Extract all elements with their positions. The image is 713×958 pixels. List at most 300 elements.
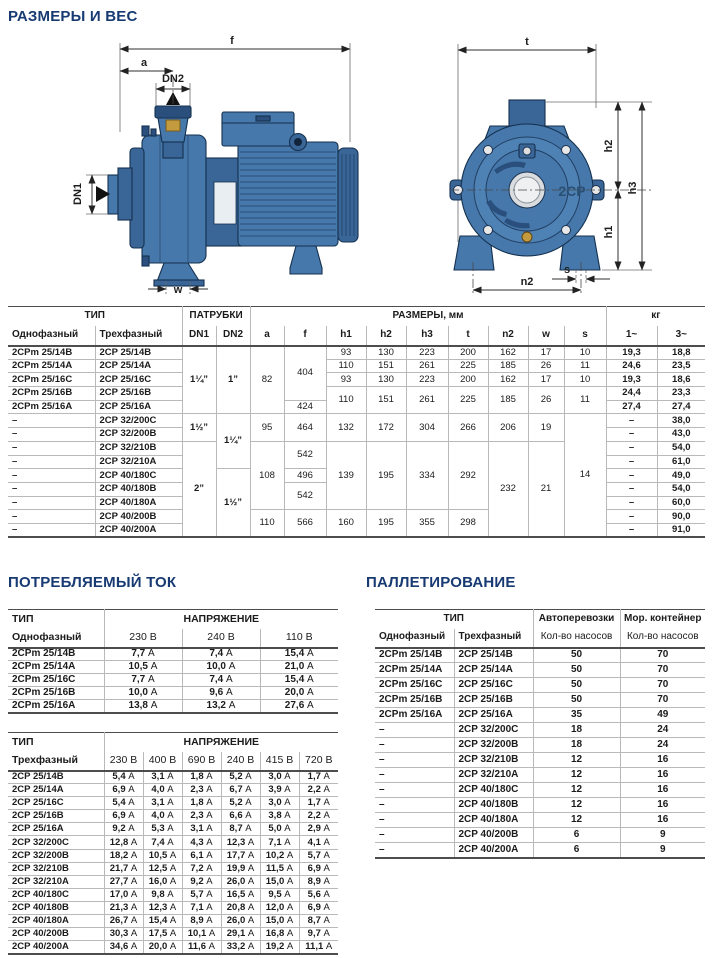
data-cell: 12 [533,798,620,813]
data-cell: 130 [366,346,406,360]
data-cell: 3,1 A [182,823,221,836]
data-cell: 27,4 [606,400,657,414]
data-cell: 2CP 25/14B [8,771,104,784]
data-cell: 6,9 A [299,862,338,875]
data-cell: 5,2 A [221,797,260,810]
data-cell: – [375,813,454,828]
data-cell: 70 [620,693,705,708]
data-cell: 82 [250,346,284,414]
data-cell: 2CP 25/16C [8,797,104,810]
data-cell: 2CPm 25/16A [375,708,454,723]
data-cell: 2CP 25/16B [454,693,533,708]
table-row [375,843,705,858]
data-cell: 5,7 A [182,888,221,901]
data-cell: – [375,738,454,753]
palletizing-table [375,609,705,859]
pump-foot [156,263,200,282]
table-row [375,753,705,768]
header-cell: кг [606,307,705,327]
header-cell: h1 [326,326,366,346]
header-cell: 230 В [104,752,143,771]
table-row [8,784,338,797]
data-cell: 6 [533,843,620,858]
data-cell: – [606,455,657,469]
drain-plug-icon [522,232,532,242]
header-cell: Кол-во насосов [533,629,620,648]
table-row [8,888,338,901]
data-cell: 2CP 40/180A [8,915,104,928]
header-row [8,307,705,327]
header-cell: ТИП [12,735,34,748]
table-row [375,738,705,753]
data-cell: 4,0 A [143,784,182,797]
data-cell: 4,0 A [143,810,182,823]
data-cell: 225 [448,359,488,373]
data-cell: 232 [488,441,528,537]
table-row [8,928,338,941]
data-cell: 7,4 A [143,836,182,849]
data-cell: 16,8 A [260,928,299,941]
data-cell: 16,0 A [143,875,182,888]
data-cell: 2” [182,441,216,537]
data-cell: 18 [533,723,620,738]
data-cell: 2CP 25/16A [454,708,533,723]
header-cell: 690 В [182,752,221,771]
data-cell: 13,8 A [104,700,182,713]
header-cell: a [250,326,284,346]
data-cell: 7,1 A [182,901,221,914]
data-cell: 70 [620,663,705,678]
data-cell: 11 [564,359,606,373]
data-cell: 8,7 A [221,823,260,836]
data-cell: 2,2 A [299,810,338,823]
dim-dn1 [72,175,110,214]
table-row [8,862,338,875]
data-cell: 151 [366,387,406,414]
brand-embossed-text: 2CP [558,183,586,199]
single-phase-current-table [8,609,338,714]
data-cell: 19,3 [606,373,657,387]
data-cell: 54,0 [657,441,705,455]
table-row [375,783,705,798]
data-cell: 132 [326,414,366,441]
header-cell: Трехфазный [12,753,78,766]
data-cell: 3,0 A [260,771,299,784]
data-cell: 60,0 [657,496,705,510]
data-cell: – [606,428,657,442]
header-cell: f [284,326,326,346]
data-cell: 12 [533,783,620,798]
data-cell: 2,3 A [182,810,221,823]
data-cell: – [8,510,95,524]
data-cell: 195 [366,441,406,509]
data-cell: 18 [533,738,620,753]
header-cell: 110 В [260,629,338,648]
data-cell: 21 [528,441,564,537]
data-cell: 108 [250,441,284,509]
table-row [8,373,705,387]
header-cell: ТИП [443,613,464,624]
data-cell: 15,4 A [260,674,338,687]
data-cell: – [8,441,95,455]
dim-label-dn1: DN1 [72,182,84,206]
data-cell: 5,6 A [299,888,338,901]
header-cell: 1~ [606,326,657,346]
data-cell: 16 [620,753,705,768]
data-cell: 2CP 32/200B [454,738,533,753]
header-cell: 240 В [182,629,260,648]
data-cell: 223 [406,373,448,387]
data-cell: 200 [448,346,488,360]
data-cell: 7,4 A [182,674,260,687]
pump-front-body [450,100,604,270]
data-cell: 6,9 A [299,901,338,914]
header-row [8,733,338,752]
header-cell: 3~ [657,326,705,346]
table-row [8,810,338,823]
data-cell: 464 [284,414,326,441]
data-cell: 298 [448,510,488,537]
data-cell: 26 [528,359,564,373]
data-cell: 2CP 40/200B [8,928,104,941]
dim-label-n2: n2 [520,276,534,288]
data-cell: 20,8 A [221,901,260,914]
data-cell: 18,8 [657,346,705,360]
data-cell: 2CP 32/210A [95,455,182,469]
data-cell: – [375,798,454,813]
data-cell: 15,0 A [260,875,299,888]
data-cell: 5,3 A [143,823,182,836]
data-cell: 2CP 32/210B [95,441,182,455]
data-cell: 49,0 [657,469,705,483]
data-cell: 292 [448,441,488,509]
data-cell: 2,2 A [299,784,338,797]
data-cell: 2CP 25/16A [95,400,182,414]
data-cell: 14 [564,414,606,537]
data-cell: 2CP 40/200A [95,523,182,537]
data-cell: 12,8 A [104,836,143,849]
data-cell: 2CPm 25/14B [8,346,95,360]
table-row [8,849,338,862]
data-cell: 3,8 A [260,810,299,823]
data-cell: – [8,482,95,496]
data-cell: – [375,843,454,858]
data-cell: 8,7 A [299,915,338,928]
header-cell: ПАТРУБКИ [182,307,250,327]
data-cell: 9 [620,843,705,858]
data-cell: 2CPm 25/14A [8,359,95,373]
data-cell: 9,5 A [260,888,299,901]
data-cell: – [8,428,95,442]
data-cell: 542 [284,482,326,509]
suction-pipe [108,175,118,214]
data-cell: 5,4 A [104,771,143,784]
data-cell: 9,2 A [104,823,143,836]
data-cell: 1,8 A [182,797,221,810]
data-cell: 2CPm 25/16A [8,400,95,414]
data-cell: 27,7 A [104,875,143,888]
data-cell: 7,4 A [182,648,260,661]
table-row [8,674,338,687]
data-cell: 4,3 A [182,836,221,849]
table-row [8,836,338,849]
header-cell: s [564,326,606,346]
data-cell: 2CP 40/180A [454,813,533,828]
data-cell: 2CP 40/180C [454,783,533,798]
data-cell: 19,9 A [221,862,260,875]
dim-label-h1: h1 [603,225,615,239]
dim-h3 [627,102,642,270]
data-cell: 2CPm 25/16A [8,700,104,713]
bolt-icon [562,146,571,155]
table-row [375,798,705,813]
data-cell: – [375,723,454,738]
header-cell: ТИП [84,310,105,322]
data-cell: 130 [366,373,406,387]
data-cell: 10,2 A [260,849,299,862]
table-row [8,346,705,360]
data-cell: 162 [488,373,528,387]
data-cell: – [8,523,95,537]
data-cell: 20,0 A [143,941,182,954]
data-cell: 27,4 [657,400,705,414]
data-cell: 50 [533,663,620,678]
data-cell: 185 [488,387,528,414]
data-cell: 93 [326,373,366,387]
data-cell: 2CP 25/16C [95,373,182,387]
data-cell: 49 [620,708,705,723]
data-cell: – [375,828,454,843]
data-cell: 29,1 A [221,928,260,941]
data-cell: 2CPm 25/16B [8,687,104,700]
header-cell: ТИП [12,612,34,625]
data-cell: – [606,496,657,510]
header-cell: n2 [488,326,528,346]
data-cell: 1½” [216,469,250,537]
dim-label-s: s [563,264,571,276]
data-cell: 1” [216,346,250,414]
data-cell: 2CP 25/14B [454,648,533,663]
data-cell: 17 [528,346,564,360]
data-cell: – [8,414,95,428]
data-cell: 50 [533,693,620,708]
data-cell: 2CP 32/200C [454,723,533,738]
data-cell: 2CP 40/180B [454,798,533,813]
data-cell: 2CPm 25/14B [375,648,454,663]
table-row [8,648,338,661]
data-cell: 2CP 40/200A [8,941,104,954]
data-cell: 50 [533,678,620,693]
data-cell: 1,7 A [299,797,338,810]
stud-bottom-icon [142,256,149,266]
data-cell: 26,7 A [104,915,143,928]
data-cell: 2CP 40/180C [95,469,182,483]
data-cell: – [606,414,657,428]
data-cell: – [606,441,657,455]
header-cell: Кол-во насосов [620,629,705,648]
motor-foot [290,246,322,274]
data-cell: 2CP 32/200B [95,428,182,442]
data-cell: 18,6 [657,373,705,387]
data-cell: 334 [406,441,448,509]
table-row [8,901,338,914]
data-cell: 2,3 A [182,784,221,797]
data-cell: 2CPm 25/16B [375,693,454,708]
data-cell: 172 [366,414,406,441]
dim-label-f: f [230,35,234,47]
data-cell: 6,9 A [104,810,143,823]
header-row [8,629,338,648]
data-cell: 6,1 A [182,849,221,862]
header-cell: Трехфазный [454,629,533,648]
data-cell: 3,0 A [260,797,299,810]
data-cell: 33,2 A [221,941,260,954]
data-cell: 261 [406,387,448,414]
header-cell: DN1 [182,326,216,346]
data-cell: 17 [528,373,564,387]
data-cell: 2CP 32/210B [454,753,533,768]
data-cell: 1,8 A [182,771,221,784]
data-cell: 15,4 A [260,648,338,661]
data-cell: 17,7 A [221,849,260,862]
data-cell: 38,0 [657,414,705,428]
pump-front-view-drawing [420,30,713,298]
data-cell: 10,0 A [182,661,260,674]
data-cell: 95 [250,414,284,441]
brass-fitting-icon [166,120,180,131]
data-cell: 1¼” [216,414,250,469]
table-row [375,648,705,663]
data-cell: 16 [620,813,705,828]
data-cell: 12,5 A [143,862,182,875]
data-cell: 8,9 A [182,915,221,928]
data-cell: 16 [620,768,705,783]
data-cell: 139 [326,441,366,509]
data-cell: 21,0 A [260,661,338,674]
data-cell: 1¼” [182,346,216,414]
data-cell: 496 [284,469,326,483]
data-cell: 24 [620,738,705,753]
data-cell: 2CP 25/16B [8,810,104,823]
header-cell: 240 В [221,752,260,771]
stud-top-icon [142,126,149,136]
data-cell: 11,5 A [260,862,299,875]
data-cell: 43,0 [657,428,705,442]
data-cell: – [375,768,454,783]
data-cell: 5,7 A [299,849,338,862]
dim-label-a: a [140,57,148,69]
data-cell: 2CP 25/16A [8,823,104,836]
data-cell: 10,1 A [182,928,221,941]
dim-label-h2: h2 [603,139,615,153]
data-cell: 10,0 A [104,687,182,700]
data-cell: 223 [406,346,448,360]
data-cell: 110 [326,359,366,373]
data-cell: 3,1 A [143,797,182,810]
data-cell: 50 [533,648,620,663]
data-cell: 11,6 A [182,941,221,954]
data-cell: 12 [533,768,620,783]
table-row [8,771,338,784]
data-cell: 15,4 A [143,915,182,928]
table-row [8,414,705,428]
data-cell: 11 [564,387,606,414]
data-cell: 91,0 [657,523,705,537]
dim-label-w: w [173,284,183,296]
data-cell: 20,0 A [260,687,338,700]
data-cell: 93 [326,346,366,360]
dim-label-t: t [525,36,529,48]
data-cell: – [8,469,95,483]
data-cell: 7,7 A [104,674,182,687]
header-cell: w [528,326,564,346]
bolt-icon [484,226,493,235]
top-screw-icon [523,147,531,155]
table-row [375,828,705,843]
data-cell: 70 [620,678,705,693]
data-cell: 110 [326,387,366,414]
table-row [375,708,705,723]
data-cell: 2CP 40/200B [95,510,182,524]
data-cell: 266 [448,414,488,441]
table-row [8,823,338,836]
dim-label-dn2: DN2 [161,73,185,85]
data-cell: 2CP 40/180C [8,888,104,901]
header-cell: 400 В [143,752,182,771]
data-cell: 9,7 A [299,928,338,941]
data-cell: 12 [533,753,620,768]
data-cell: 6 [533,828,620,843]
header-cell: h3 [406,326,448,346]
data-cell: 7,1 A [260,836,299,849]
data-cell: 404 [284,346,326,401]
table-row [8,687,338,700]
data-cell: 2CP 32/210A [454,768,533,783]
data-cell: 2CP 40/180B [95,482,182,496]
data-cell: 195 [366,510,406,537]
data-cell: 10,5 A [104,661,182,674]
data-cell: 5,0 A [260,823,299,836]
data-cell: 24,6 [606,359,657,373]
header-cell: 230 В [104,629,182,648]
data-cell: 1,7 A [299,771,338,784]
data-cell: 12,0 A [260,901,299,914]
table-row [375,723,705,738]
header-row [8,610,338,629]
data-cell: 6,6 A [221,810,260,823]
data-cell: 24,4 [606,387,657,401]
header-cell: 415 В [260,752,299,771]
data-cell: 2CPm 25/14A [8,661,104,674]
data-cell: 19,2 A [260,941,299,954]
data-cell: 2CP 32/200C [95,414,182,428]
data-cell: 12 [533,813,620,828]
header-row [375,610,705,629]
table-row [375,663,705,678]
data-cell: 2CP 40/200A [454,843,533,858]
data-cell: 2CP 25/14A [8,784,104,797]
header-cell: h2 [366,326,406,346]
data-cell: 2CPm 25/16C [8,373,95,387]
data-cell: 8,9 A [299,875,338,888]
data-cell: 3,1 A [143,771,182,784]
header-row [8,326,705,346]
data-cell: 355 [406,510,448,537]
data-cell: – [8,496,95,510]
data-cell: 90,0 [657,510,705,524]
data-cell: 1½” [182,414,216,441]
dim-a [120,57,173,71]
